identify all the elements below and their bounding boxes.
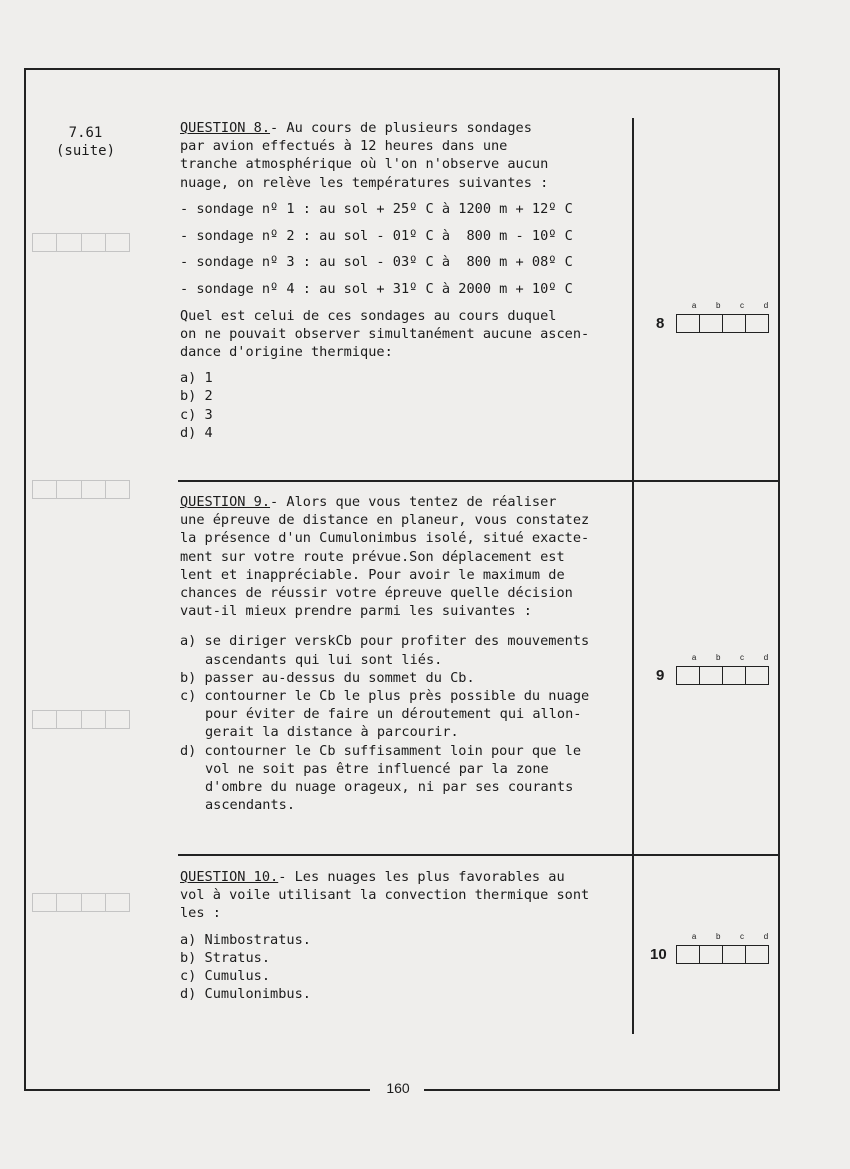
answer-number: 9: [656, 667, 665, 684]
option-c: c) 3: [180, 406, 213, 423]
question-separator: [178, 854, 778, 856]
section-suite-label: (suite): [56, 143, 116, 159]
letter-a: a: [691, 301, 697, 310]
letter-d: d: [763, 932, 769, 941]
answer-cell-a[interactable]: [677, 315, 699, 332]
letter-b: b: [715, 932, 721, 941]
answer-column-divider: [632, 118, 634, 1034]
letter-d: d: [763, 653, 769, 662]
answer-box-9: [656, 653, 768, 689]
options-list: [180, 369, 620, 442]
answer-number: 8: [656, 315, 665, 332]
answer-cell-d[interactable]: [745, 667, 768, 684]
sounding-item: - sondage nº 2 : au sol - 01º C à 800 m - 10º C: [180, 227, 573, 244]
answer-cells: [676, 945, 769, 964]
bottom-rule-right: [424, 1089, 780, 1091]
letter-b: b: [715, 653, 721, 662]
option-c: c) contourner le Cb le plus près possible du nuage pour éviter de faire un déroutement qui allon- gerait la distance à parcourir.: [180, 688, 590, 741]
options-list: [180, 632, 620, 814]
sounding-item: - sondage nº 3 : au sol - 03º C à 800 m + 08º C: [180, 254, 573, 271]
answer-box-8: [656, 301, 768, 337]
answer-box-10: [650, 932, 769, 968]
question-8: [180, 119, 620, 442]
letter-a: a: [691, 932, 697, 941]
question-separator: [178, 480, 778, 482]
bleed-through-box: [32, 480, 130, 499]
question-10-heading: QUESTION 10.: [180, 869, 279, 885]
option-a: a) 1: [180, 370, 213, 387]
option-a: a) Nimbostratus.: [180, 931, 311, 948]
sounding-item: - sondage nº 4 : au sol + 31º C à 2000 m + 10º C: [180, 280, 573, 297]
option-a: a) se diriger verskCb pour profiter des mouvements ascendants qui lui sont liés.: [180, 633, 590, 668]
option-d: d) Cumulonimbus.: [180, 986, 311, 1003]
answer-cell-c[interactable]: [722, 667, 745, 684]
letter-c: c: [740, 932, 745, 941]
answer-cell-b[interactable]: [699, 315, 722, 332]
soundings-list: [180, 200, 620, 298]
section-number-value: 7.61: [68, 125, 103, 141]
question-9: [180, 493, 620, 814]
sounding-item: - sondage nº 1 : au sol + 25º C à 1200 m + 12º C: [180, 200, 573, 217]
question-9-intro: - Alors que vous tentez de réaliser une épreuve de distance en planeur, vous constatez la présence d'un Cumulonimbus isolé, situé exacte- ment sur votre route prévue.Son déplacement est lent et inappréciable. Pour avoir le maximum de chances de réussir votre épreuve quelle décision vaut-il mieux prendre parmi les suivantes :: [180, 494, 590, 620]
question-8-text: Quel est celui de ces sondages au cours duquel on ne pouvait observer simultanément aucune ascen- dance d'origine thermique:: [180, 307, 590, 361]
answer-cell-b[interactable]: [699, 946, 722, 963]
letter-d: d: [763, 301, 769, 310]
bottom-rule-left: [24, 1089, 370, 1091]
option-b: b) 2: [180, 388, 213, 405]
answer-cell-a[interactable]: [677, 946, 699, 963]
letter-c: c: [740, 653, 745, 662]
question-10: [180, 868, 620, 1003]
question-10-intro: - Les nuages les plus favorables au vol à voile utilisant la convection thermique sont les :: [180, 869, 590, 922]
answer-cell-c[interactable]: [722, 946, 745, 963]
question-8-intro: - Au cours de plusieurs sondages par avion effectués à 12 heures dans une tranche atmosphérique où l'on n'observe aucun nuage, on relève les températures suivantes :: [180, 120, 549, 191]
answer-letters: [682, 932, 778, 941]
answer-cells: [676, 314, 769, 333]
option-d: d) 4: [180, 424, 213, 441]
option-b: b) passer au-dessus du sommet du Cb.: [180, 669, 475, 686]
answer-letters: [682, 301, 778, 310]
answer-letters: [682, 653, 778, 662]
option-c: c) Cumulus.: [180, 968, 271, 985]
option-d: d) contourner le Cb suffisamment loin pour que le vol ne soit pas être influencé par la zone d'ombre du nuage orageux, ni par ses courants ascendants.: [180, 742, 582, 814]
answer-cells: [676, 666, 769, 685]
answer-cell-c[interactable]: [722, 315, 745, 332]
answer-cell-a[interactable]: [677, 667, 699, 684]
letter-a: a: [691, 653, 697, 662]
bleed-through-box: [32, 893, 130, 912]
answer-cell-b[interactable]: [699, 667, 722, 684]
letter-c: c: [740, 301, 745, 310]
page-number: 160: [386, 1080, 410, 1096]
letter-b: b: [715, 301, 721, 310]
section-number: [56, 124, 115, 160]
options-list: [180, 931, 620, 1004]
question-8-heading: QUESTION 8.: [180, 120, 271, 136]
answer-cell-d[interactable]: [745, 946, 768, 963]
answer-number: 10: [650, 946, 667, 963]
bleed-through-box: [32, 710, 130, 729]
bleed-through-box: [32, 233, 130, 252]
option-b: b) Stratus.: [180, 949, 271, 966]
question-9-heading: QUESTION 9.: [180, 494, 271, 510]
answer-cell-d[interactable]: [745, 315, 768, 332]
